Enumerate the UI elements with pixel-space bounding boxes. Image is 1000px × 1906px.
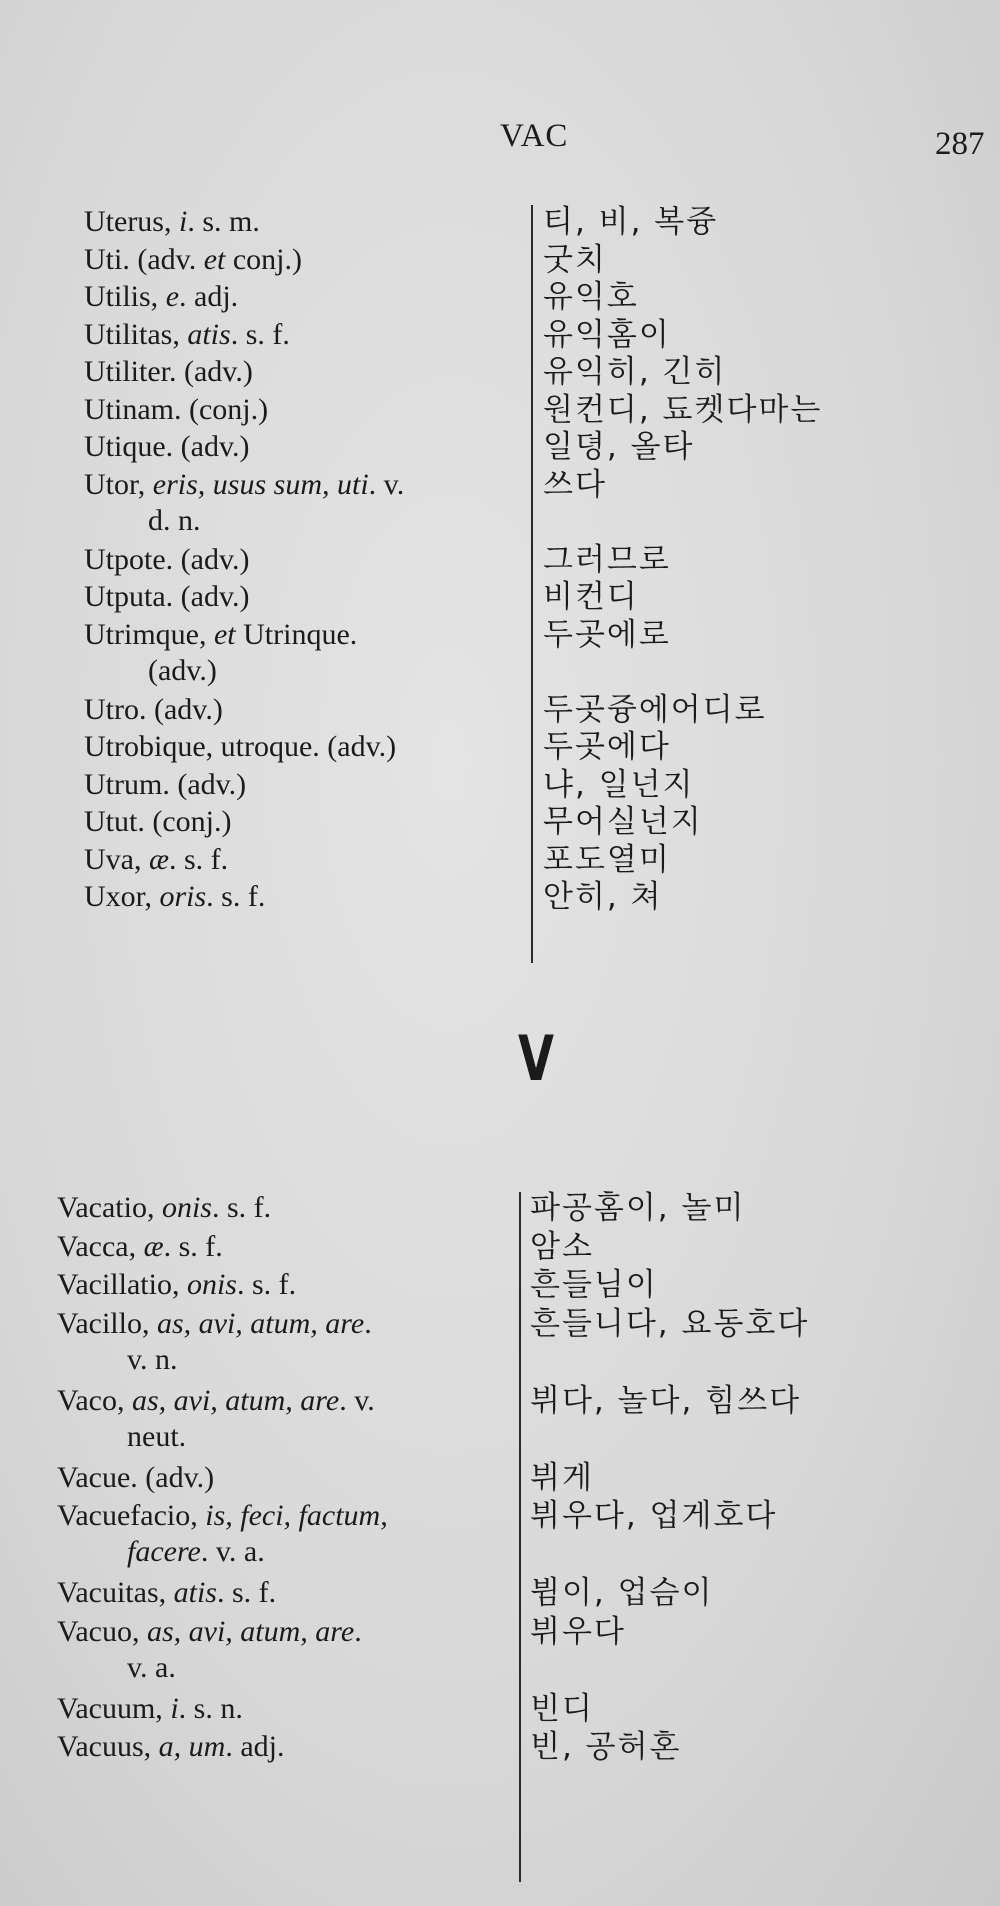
latin-headword: Utut. (conj.) (84, 805, 232, 838)
latin-headword: Utrimque, et Utrinque. (adv.) (84, 617, 358, 687)
latin-headword: Uti. (adv. et conj.) (84, 242, 302, 276)
korean-definition: 흔들님이 (530, 1267, 658, 1303)
korean-definition: 암소 (530, 1228, 594, 1265)
latin-headword: Vacue. (adv.) (57, 1460, 215, 1494)
latin-headword: Utilitas, atis. s. f. (84, 317, 290, 351)
latin-headword: Utique. (adv.) (84, 430, 250, 463)
korean-definition: 두곳에로 (543, 616, 671, 653)
latin-headword: Utiliter. (adv.) (84, 355, 253, 388)
latin-headword: Utputa. (adv.) (84, 580, 250, 613)
korean-definition: 유익히, 긴히 (543, 354, 727, 390)
section-letter-heading: V (518, 1022, 554, 1095)
korean-definition: 뷔다, 놀다, 힘쓰다 (530, 1382, 802, 1419)
korean-definition: 포도열미 (543, 841, 671, 878)
latin-headword: Vacatio, onis. s. f. (57, 1191, 272, 1224)
korean-definition: 뷔우다 (530, 1613, 626, 1650)
korean-definition: 냐, 일넌지 (543, 766, 695, 803)
korean-definition: 무어실넌지 (543, 804, 703, 840)
korean-definition: 두곳에다 (543, 729, 671, 765)
latin-headword: Utrum. (adv.) (84, 767, 247, 801)
latin-headword: Vacuus, a, um. adj. (57, 1730, 285, 1763)
korean-definition: 쓰다 (543, 466, 607, 503)
korean-definition: 두곳즁에어디로 (543, 691, 767, 728)
latin-headword: Vacillo, as, avi, atum, are. v. n. (57, 1306, 372, 1376)
page-number: 287 (935, 126, 985, 162)
latin-headword: Vacuitas, atis. s. f. (57, 1576, 277, 1609)
korean-definition: 빈디 (530, 1690, 594, 1727)
latin-headword: Vacuo, as, avi, atum, are. v. a. (57, 1614, 362, 1684)
latin-headword: Utro. (adv.) (84, 692, 223, 726)
running-head: VAC (500, 118, 569, 154)
korean-definition: 뷔우다, 업게호다 (530, 1498, 778, 1534)
korean-definition: 유익호 (543, 279, 639, 315)
korean-definition: 빈, 공허혼 (530, 1729, 682, 1765)
latin-headword: Vacca, æ. s. f. (57, 1229, 223, 1263)
latin-headword: Vacuum, i. s. n. (57, 1691, 243, 1725)
page-header (0, 118, 1000, 162)
latin-headword: Uxor, oris. s. f. (84, 880, 266, 913)
korean-definition: 흔들니다, 요동호다 (530, 1305, 810, 1342)
latin-headword: Utinam. (conj.) (84, 392, 269, 426)
korean-definition: 그러므로 (543, 541, 671, 578)
latin-headword: Uva, æ. s. f. (84, 842, 229, 876)
korean-definition: 원컨디, 됴켓다마는 (543, 391, 823, 428)
korean-definition: 뷔게 (530, 1459, 594, 1496)
korean-definition: 뷤이, 업슴이 (530, 1575, 714, 1611)
korean-definition: 파공홈이, 놀미 (530, 1190, 746, 1226)
korean-definition: 유익홈이 (543, 316, 671, 353)
korean-definition: 티, 비, 복즁 (543, 204, 719, 240)
latin-headword: Utrobique, utroque. (adv.) (84, 730, 397, 763)
latin-headword: Vacuefacio, is, feci, factum, facere. v. a. (57, 1499, 388, 1568)
latin-headword: Utilis, e. adj. (84, 280, 239, 313)
column-rule-top (531, 205, 533, 963)
latin-headword: Utpote. (adv.) (84, 542, 250, 576)
korean-definition: 비컨디 (543, 579, 639, 615)
latin-headword: Uterus, i. s. m. (84, 205, 260, 238)
korean-definition: 안히, 쳐 (543, 879, 663, 915)
latin-headword: Vacillatio, onis. s. f. (57, 1268, 297, 1301)
latin-headword: Vaco, as, avi, atum, are. v. neut. (57, 1383, 375, 1453)
korean-definition: 일뎡, 올타 (543, 429, 695, 465)
column-rule-bottom (519, 1192, 521, 1882)
latin-headword: Utor, eris, usus sum, uti. v. d. n. (84, 467, 405, 537)
korean-definition: 굿치 (543, 241, 607, 278)
